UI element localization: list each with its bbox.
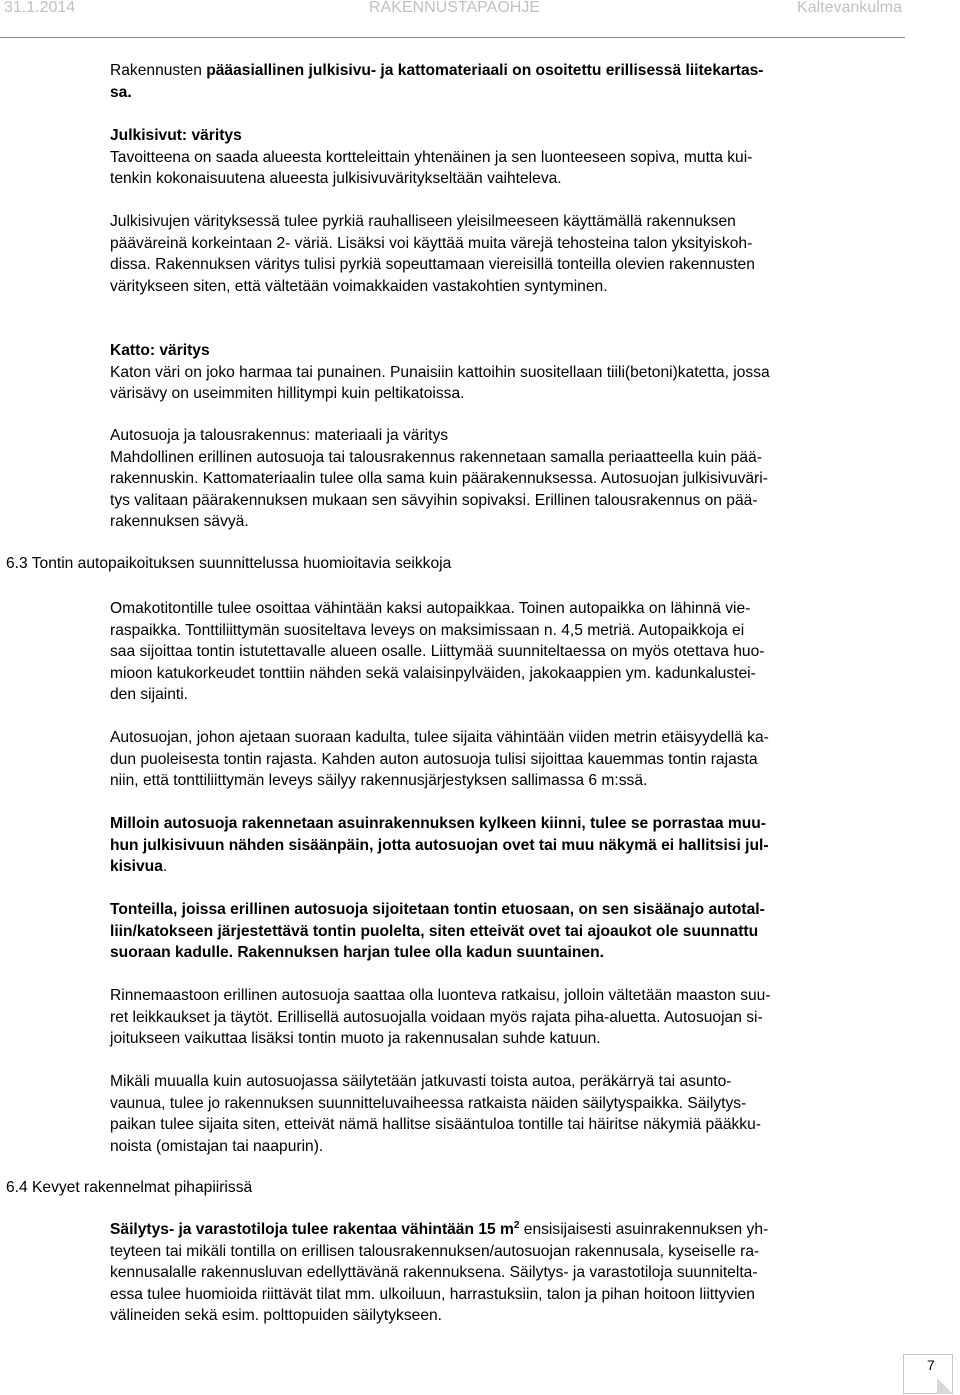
facade-p2-line: väritykseen siten, että vältetään voimakkaiden vastakohtien syntyminen. bbox=[110, 277, 608, 295]
storage-line: kennusalalle rakennusluvan edellyttävänä rakennuksena. Säilytys- ja varastotiloja suunnitelta- bbox=[110, 1264, 758, 1282]
facade-paragraph bbox=[110, 211, 900, 297]
storage-vehicle-paragraph bbox=[110, 1071, 900, 1157]
carport-distance-line: Autosuojan, johon ajetaan suoraan kadulta, tulee sijaita vähintään viiden metrin etäisyydellä ka- bbox=[110, 729, 769, 746]
storage-line: essa tulee huomioida riittävät tilat mm. ulkoiluun, harrastuksiin, talon ja pihan hoitoon liittyvien bbox=[110, 1285, 755, 1303]
storage-vehicle-line: Mikäli muualla kuin autosuojassa säilytetään jatkuvasti toista autoa, peräkärryä tai asunto- bbox=[110, 1073, 732, 1090]
carport-distance-paragraph bbox=[110, 727, 900, 792]
header-date: 31.1.2014 bbox=[4, 0, 76, 16]
storage-paragraph bbox=[110, 1219, 900, 1327]
attached-carport-line: kisivua bbox=[110, 858, 163, 876]
storage-line: teyteen tai mikäli tontilla on erillisen talousrakennuksen/autosuojan rakennusala, kyseiselle ra- bbox=[110, 1242, 760, 1260]
intro-text: Rakennusten bbox=[110, 62, 207, 79]
page-fold-corner bbox=[937, 1378, 953, 1394]
storage-vehicle-line: paikan tulee sijaita siten, etteivät nämä hallitse sisääntuloa tontille tai häiritse näkymiä pääkku- bbox=[110, 1116, 761, 1134]
carport-line: Mahdollinen erillinen autosuoja tai talousrakennus rakennetaan samalla periaatteella kuin pää- bbox=[110, 448, 762, 466]
parking-line: raspaikka. Tonttiliittymän suositeltava leveys on maksimissaan n. 4,5 metriä. Autopaikkoja ei bbox=[110, 621, 745, 639]
parking-paragraph bbox=[110, 598, 900, 706]
storage-tail: ensisijaisesti asuinrakennuksen yh- bbox=[519, 1221, 769, 1238]
carport-line: tys valitaan päärakennuksen mukaan sen sävyihin sopivaksi. Erillinen talousrakennus on pää- bbox=[110, 491, 758, 509]
section-6-4-heading: 6.4 Kevyet rakennelmat pihapiirissä bbox=[6, 1179, 253, 1196]
roof-line: värisävy on useimmiten hillitympi kuin peltikatoissa. bbox=[110, 385, 465, 403]
slope-line: ret leikkaukset ja täytöt. Erillisellä autosuojalla voidaan myös rajata piha-aluetta. Autosuojan si- bbox=[110, 1008, 763, 1026]
roof-line: Katon väri on joko harmaa tai punainen. Punaisiin kattoihin suositellaan tiili(betoni)katetta, jossa bbox=[110, 363, 770, 381]
superscript: 2 bbox=[513, 1220, 520, 1231]
page-header bbox=[0, 0, 960, 40]
header-place: Kaltevankulma bbox=[797, 0, 902, 16]
carport-section bbox=[110, 425, 900, 533]
carport-heading: Autosuoja ja talousrakennus: materiaali ja väritys bbox=[110, 427, 449, 444]
intro-paragraph bbox=[110, 60, 900, 103]
page-number: 7 bbox=[927, 1357, 935, 1373]
front-carport-line: suoraan kadulle. Rakennuksen harjan tulee olla kadun suuntainen. bbox=[110, 944, 604, 962]
roof-heading: Katto: väritys bbox=[110, 342, 210, 359]
parking-line: mioon katukorkeudet tonttiin nähden sekä valaisinpylväiden, jakokaappien ym. kadunkalustei- bbox=[110, 664, 756, 682]
attached-carport-tail: . bbox=[162, 858, 168, 876]
storage-bold: Säilytys- ja varastotiloja tulee rakentaa vähintään 15 m bbox=[110, 1221, 514, 1238]
facade-p2-line: pääväreinä korkeintaan 2- väriä. Lisäksi voi käyttää muita värejä tehosteina talon yksityiskoh- bbox=[110, 234, 753, 252]
page-number-box bbox=[903, 1354, 953, 1394]
facade-heading: Julkisivut: väritys bbox=[110, 127, 242, 144]
attached-carport-paragraph bbox=[110, 813, 900, 878]
slope-line: joitukseen vaikuttaa lisäksi tontin muoto ja rakennusalan suhde katuun. bbox=[110, 1030, 601, 1048]
front-carport-paragraph bbox=[110, 899, 900, 964]
attached-carport-line: hun julkisivuun nähden sisäänpäin, jotta autosuojan ovet tai muu näkymä ei hallitsisi jul- bbox=[110, 836, 769, 854]
slope-paragraph bbox=[110, 985, 900, 1050]
roof-section bbox=[110, 340, 900, 405]
parking-line: saa sijoittaa tontin istutettavalle alueen osalle. Liittymää suunniteltaessa on myös otettava huo- bbox=[110, 643, 765, 661]
header-title: RAKENNUSTAPAOHJE bbox=[369, 0, 540, 16]
front-carport-line: Tonteilla, joissa erillinen autosuoja sijoitetaan tontin etuosaan, on sen sisäänajo autotal- bbox=[110, 901, 765, 918]
section-6-3-heading: 6.3 Tontin autopaikoituksen suunnittelussa huomioitavia seikkoja bbox=[6, 555, 452, 572]
attached-carport-line: Milloin autosuoja rakennetaan asuinrakennuksen kylkeen kiinni, tulee se porrastaa muu- bbox=[110, 815, 767, 832]
intro-bold: pääasiallinen julkisivu- ja kattomateriaali on osoitettu erillisessä liitekartas- bbox=[206, 62, 764, 79]
facade-p2-line: Julkisivujen värityksessä tulee pyrkiä rauhalliseen yleisilmeeseen käyttämällä rakennuksen bbox=[110, 213, 736, 230]
carport-distance-line: niin, että tonttiliittymän leveys säilyy rakennusjärjestyksen sallimassa 6 m:ssä. bbox=[110, 772, 648, 790]
front-carport-line: liin/katokseen järjestettävä tontin puolelta, siten etteivät ovet tai ajoaukot ole suunnattu bbox=[110, 922, 759, 940]
parking-line: den sijainti. bbox=[110, 686, 189, 704]
storage-line: välineiden sekä esim. polttopuiden säilytykseen. bbox=[110, 1307, 442, 1325]
intro-line: sa. bbox=[110, 83, 132, 101]
carport-distance-line: dun puoleisesta tontin rajasta. Kahden auton autosuoja tulisi sijoittaa kauemmas tontin rajasta bbox=[110, 750, 758, 768]
header-divider bbox=[0, 37, 905, 38]
parking-line: Omakotitontille tulee osoittaa vähintään kaksi autopaikkaa. Toinen autopaikka on lähinnä vie- bbox=[110, 600, 751, 617]
slope-line: Rinnemaastoon erillinen autosuoja saattaa olla luonteva ratkaisu, jolloin vältetään maaston suu- bbox=[110, 987, 771, 1004]
storage-vehicle-line: noista (omistajan tai naapurin). bbox=[110, 1137, 324, 1155]
facade-line: Tavoitteena on saada alueesta kortteleittain yhtenäinen ja sen luonteeseen sopiva, mutta kui- bbox=[110, 148, 753, 166]
storage-vehicle-line: vaunua, tulee jo rakennuksen suunnitteluvaiheessa ratkaista näiden säilytyspaikka. Säilytys- bbox=[110, 1094, 747, 1112]
carport-line: rakennuksen sävyä. bbox=[110, 513, 249, 531]
facade-section bbox=[110, 125, 900, 190]
carport-line: rakennuskin. Kattomateriaalin tulee olla sama kuin päärakennuksessa. Autosuojan julkisivuväri- bbox=[110, 470, 768, 488]
facade-line: tenkin kokonaisuutena alueesta julkisivuväritykseltään vaihteleva. bbox=[110, 170, 562, 188]
facade-p2-line: dissa. Rakennuksen väritys tulisi pyrkiä sopeuttamaan viereisillä tonteilla olevien rakennusten bbox=[110, 256, 755, 274]
